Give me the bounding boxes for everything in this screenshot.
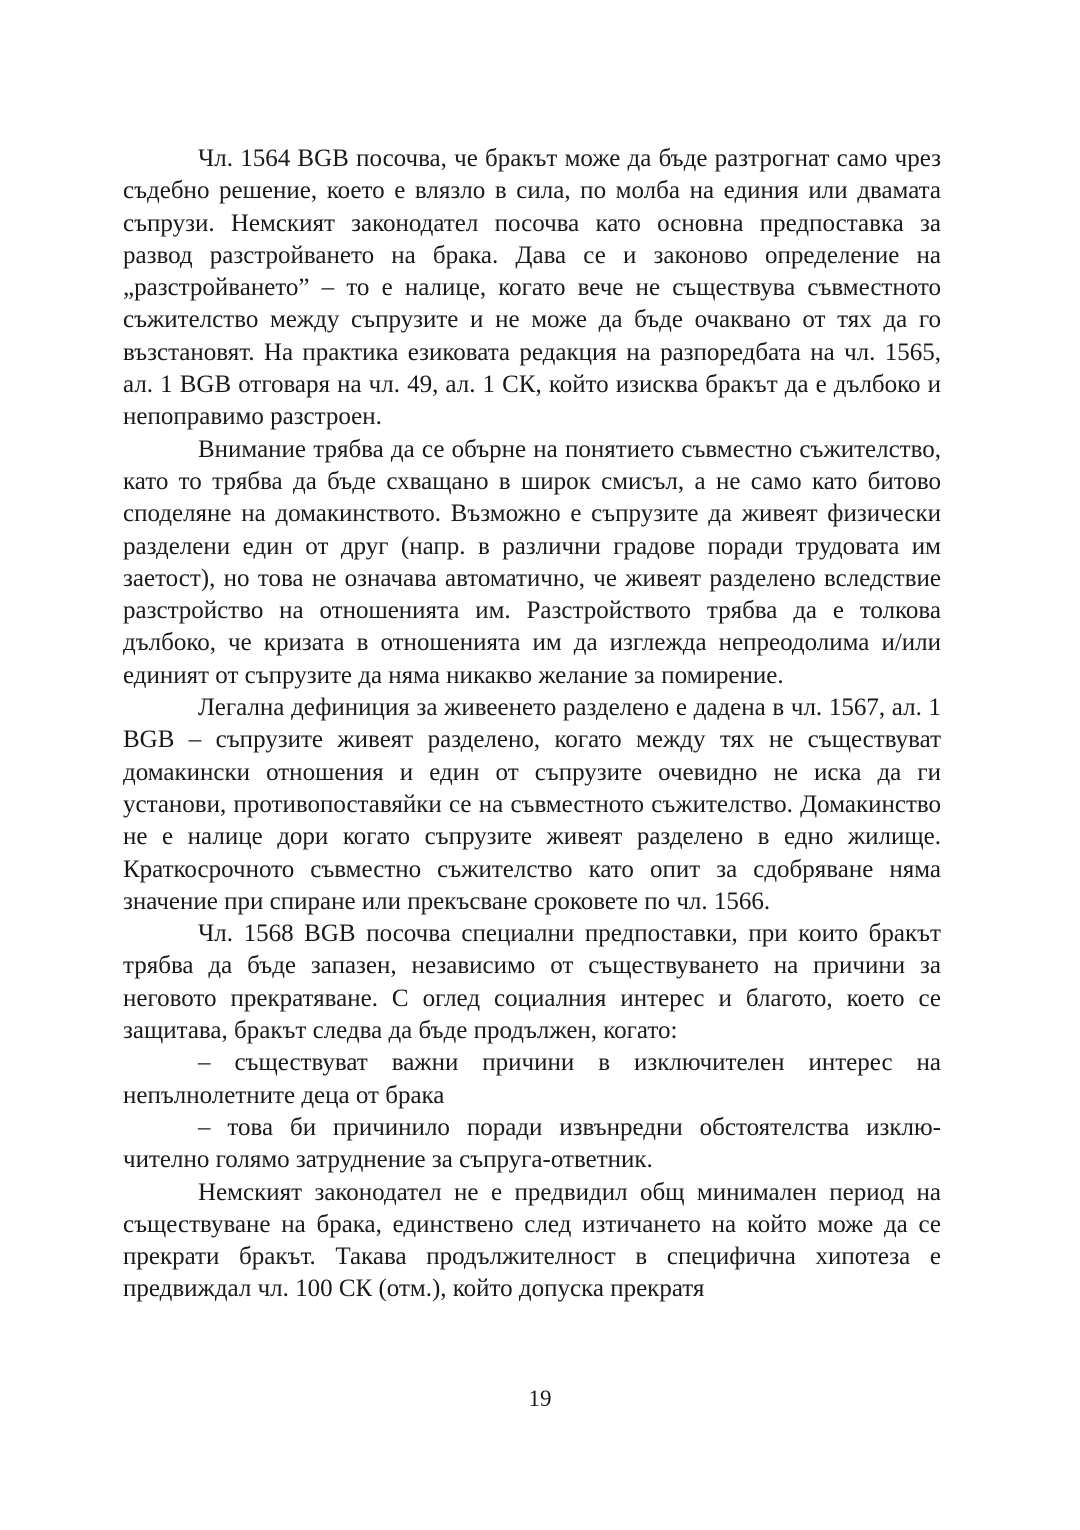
paragraph-5: Немският законодател не е предвидил общ минимален период на съществуване на брака, единствено след изтичането на който може да се прекрати бракът. Такава продължителност в специфична хипотеза е предвиждал чл. 100 СК (отм.), който допуска прекратя bbox=[123, 1178, 941, 1303]
body-text bbox=[123, 143, 941, 1306]
paragraph-1: Чл. 1564 BGB посочва, че бракът може да бъде разтрогнат само чрез съдебно решение, което е влязло в сила, по молба на единия или двамата съпрузи. Немският законодател посочва като основна предпоставка за развод разстройването на брака. Дава се и законово определение на „разстройването” – то е налице, когато вече не съществува съвместното съжителство между съпрузите и не може да бъде очаквано от тях да го възстановят. На практика езиковата редакция на разпоредбата на чл. 1565, ал. 1 BGB отговаря на чл. 49, ал. 1 СК, който изисква бракът да е дълбоко и непоправимо разстроен. bbox=[123, 145, 941, 431]
list-item-2: – това би причинило поради извънредни обстоятелства изключително голямо затруднение за съпруга-ответник. bbox=[123, 1113, 941, 1174]
list-item-1: – съществуват важни причини в изключителен интерес на непълнолетните деца от брака bbox=[123, 1049, 941, 1109]
paragraph-2: Внимание трябва да се обърне на понятието съвместно съжителство, като то трябва да бъде схващано в широк смисъл, а не само като битово споделяне на домакинството. Възможно е съпрузите да живеят физически разделени един от друг (напр. в различни градове поради трудовата им заетост), но това не означава автоматично, че живеят разделено вследствие разстройство на отношенията им. Разстройството трябва да е толкова дълбоко, че кризата в отношенията им да изглежда непреодолима и/или единият от съпрузите да няма никакво желание за помирение. bbox=[123, 435, 941, 689]
page-number: 19 bbox=[528, 1386, 552, 1411]
paragraph-4: Чл. 1568 BGB посочва специални предпоставки, при които бракът трябва да бъде запазен, независимо от съществуването на причини за неговото прекратяване. С оглед социалния интерес и благото, което се защитава, бракът следва да бъде продължен, когато: bbox=[123, 920, 941, 1045]
paragraph-3: Легална дефиниция за живеенето разделено е дадена в чл. 1567, ал. 1 BGB – съпрузите живеят разделено, когато между тях не съществуват домакински отношения и един от съпрузите очевидно не иска да ги установи, противопоставяйки се на съвместното съжителство. Домакинство не е налице дори когато съпрузите живеят разделено в едно жилище. Краткосрочното съвместно съжителство като опит за сдобряване няма значение при спиране или прекъсване сроковете по чл. 1566. bbox=[123, 694, 941, 915]
